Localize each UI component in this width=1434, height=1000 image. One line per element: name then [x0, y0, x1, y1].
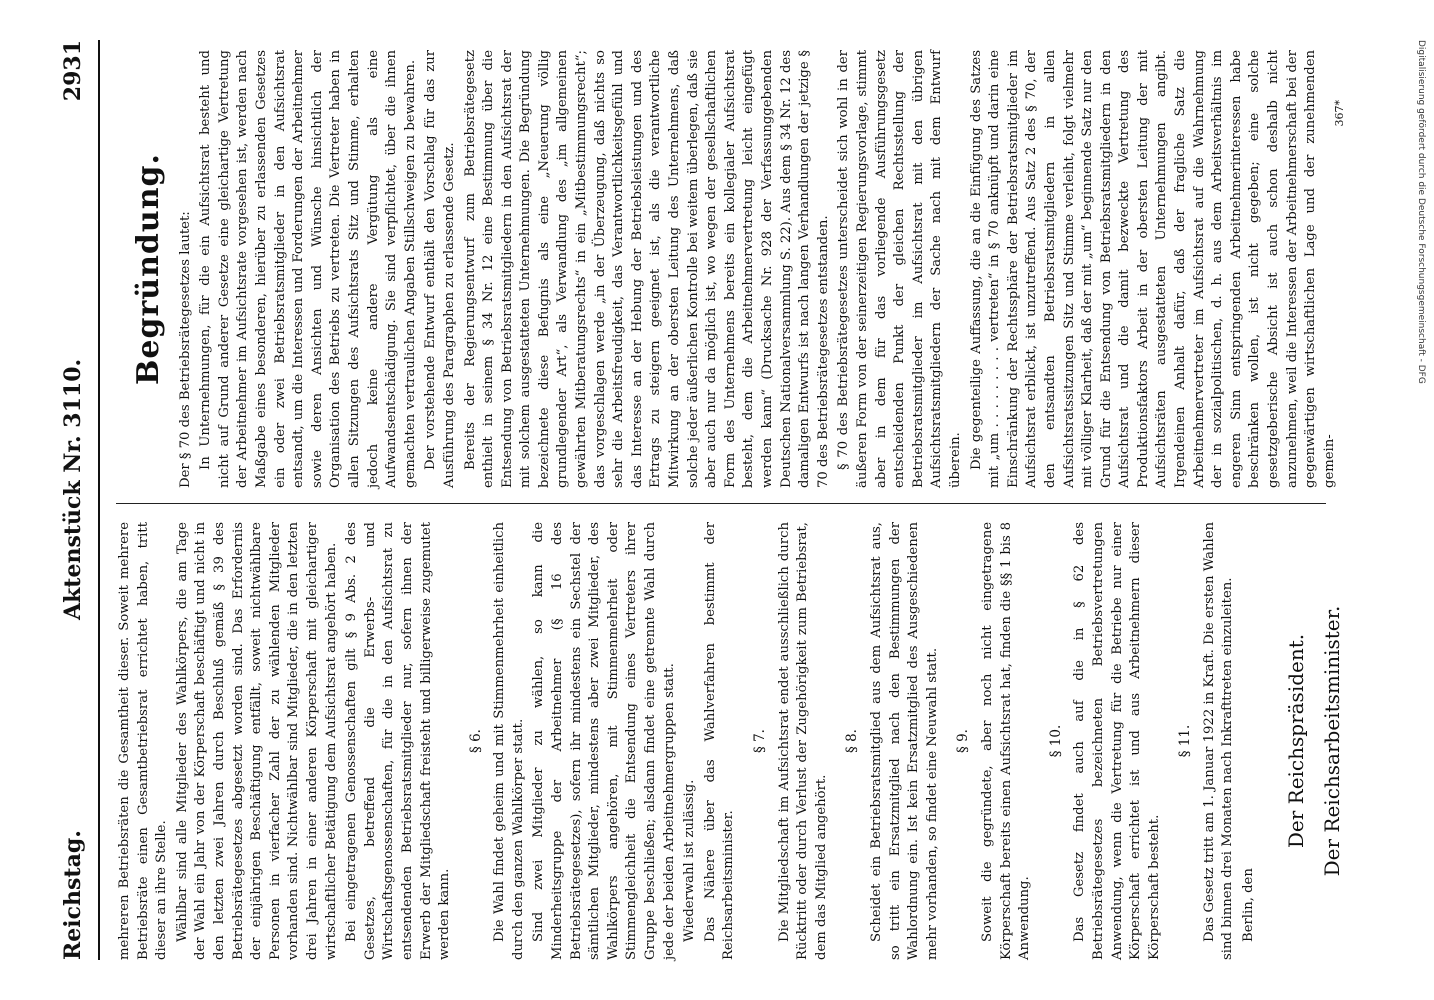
- paragraph: § 70 des Betriebsrätegesetzes unterscheidet sich wohl in der äußeren Form von der seinerzeitigen Regierungsvorlage, stimmt aber in dem für das vorliegende Ausführungsgesetz entscheidenden Punkt der gleichen Rechtsstellung der Betriebsratsmitglieder im Aufsichtsrat mit den übrigen Aufsichtsratsmitgliedern der Sache nach mit dem Entwurf überein.: [836, 50, 963, 488]
- section-heading: § 10.: [1047, 724, 1064, 758]
- section-heading: § 8.: [844, 729, 861, 753]
- paragraph: Wählbar sind alle Mitglieder des Wahlkörpers, die am Tage der Wahl ein Jahr von der Körperschaft beschäftigt und nicht in den letzten zwei Jahren durch Beschluß gemäß § 39 des Betriebsrätegesetzes abgesetzt worden sind. Das Erfordernis der einjährigen Beschäftigung entfällt, soweit nichtwählbare Personen in vierfacher Zahl der zu wählenden Mitglieder vorhanden sind. Nichtwählbar sind Mitglieder, die in den letzten drei Jahren in einer anderen Körperschaft mit gleichartiger wirtschaftlicher Betätigung dem Aufsichtsrat angehört haben.: [174, 522, 339, 960]
- paragraph: Sind zwei Mitglieder zu wählen, so kann die Minderheitsgruppe der Arbeitnehmer (§ 16 des Betriebsrätegesetzes), sofern ihr mindestens ein Sechstel der sämtlichen Mitglieder, mindestens aber zwei Mitglieder, des Wahlkörpers angehören, mit Stimmenmehrheit oder Stimmengleichheit die Entsendung eines Vertreters ihrer Gruppe beschließen; alsdann findet eine getrennte Wahl durch jede der beiden Arbeitnehmergruppen statt.: [531, 522, 677, 960]
- paragraph: Die Mitgliedschaft im Aufsichtsrat endet ausschließlich durch Rücktritt oder durch Verlust der Zugehörigkeit zum Betriebsrat, dem das Mitglied angehört.: [776, 522, 829, 960]
- digitization-note: [1412, 40, 1428, 960]
- paragraph: Scheidet ein Betriebsratsmitglied aus dem Aufsichtsrat aus, so tritt ein Ersatzmitglied nach den Bestimmungen der Wahlordnung ein. Ist kein Ersatzmitglied des Ausgeschiedenen mehr vorhanden, so findet eine Neuwahl statt.: [868, 522, 940, 960]
- header-left: Reichstag.: [60, 830, 86, 960]
- header-center: Aktenstück Nr. 3110.: [60, 358, 86, 620]
- section-heading: § 9.: [955, 729, 972, 753]
- paragraph: Soweit die gegründete, aber noch nicht eingetragene Körperschaft bereits einen Aufsichtsrat hat, finden die §§ 1 bis 8 Anwendung.: [979, 522, 1033, 960]
- signature-president: Der Reichspräsident.: [1283, 633, 1308, 849]
- paragraph: Der § 70 des Betriebsrätegesetzes lautet:: [177, 211, 193, 488]
- left-column: [116, 522, 1345, 960]
- paragraph: Die gegenteilige Auffassung, die an die Einfügung des Satzes mit „um . . . . . . . . . vertreten“ in § 70 anknüpft und darin eine Einschränkung der Rechtssphäre der Betriebsratsmitglieder im Aufsichtsrat erblickt, ist unzutreffend. Aus Satz 2 des § 70, der den entsandten Betriebsratsmitgliedern in allen Aufsichtsratssitzungen Sitz und Stimme verleiht, folgt vielmehr mit völliger Klarheit, daß der mit „um“ beginnende Satz nur den Grund für die Entsendung von Betriebsratsmitgliedern in den Aufsichtsrat und die damit bezweckte Vertretung des Produktionsfaktors Arbeit in der obersten Leitung der mit Aufsichtsräten ausgestatteten Unternehmungen angibt. Irgendeinen Anhalt dafür, daß der fragliche Satz die Arbeitnehmervertreter im Aufsichtsrat auf die Wahrnehmung der in sozialpolitischen, d. h. aus dem Arbeitsverhältnis im engeren Sinn entspringenden Arbeitnehmerinteressen habe beschränken wollen, ist nicht gegeben; eine solche gesetzgeberische Absicht ist auch schon deshalb nicht anzunehmen, weil die Interessen der Arbeitnehmerschaft bei der gegenwärtigen wirtschaftlichen Lage und der zunehmenden gemein-: [968, 50, 1337, 488]
- right-column: [116, 50, 1341, 488]
- column-divider: [116, 503, 1326, 504]
- paragraph: Bei eingetragenen Genossenschaften gilt § 9 Abs. 2 des Gesetzes, betreffend die Erwerbs- und Wirtschaftsgenossenschaften, für die in den Aufsichtsrat zu entsendenden Betriebsratsmitglieder nur, sofern ihnen der Erwerb der Mitgliedschaft freisteht und billigerweise zugemutet werden kann.: [344, 522, 453, 960]
- paragraph: Wiederwahl ist zulässig.: [682, 779, 698, 942]
- page-header: [60, 40, 100, 960]
- section-heading: § 11.: [1177, 724, 1194, 758]
- paragraph: In Unternehmungen, für die ein Aufsichtsrat besteht und nicht auf Grund anderer Gesetze eine gleichartige Vertretung der Arbeitnehmer im Aufsichtsrate vorgesehen ist, werden nach Maßgabe eines besonderen, hierüber zu erlassenden Gesetzes ein oder zwei Betriebsratsmitglieder in den Aufsichtsrat entsandt, um die Interessen und Forderungen der Arbeitnehmer sowie deren Ansichten und Wünsche hinsichtlich der Organisation des Betriebs zu vertreten. Die Vertreter haben in allen Sitzungen des Aufsichtsrats Sitz und Stimme, erhalten jedoch keine andere Vergütung als eine Aufwandsentschädigung. Sie sind verpflichtet, über die ihnen gemachten vertraulichen Angaben Stillschweigen zu bewahren.: [198, 50, 418, 488]
- page-number: 2931: [60, 40, 86, 102]
- section-title: Begründung.: [131, 153, 166, 385]
- document-page: [40, 40, 1346, 960]
- paragraph: mehreren Betriebsräten die Gesamtheit dieser. Soweit mehrere Betriebsräte einen Gesamtbetriebsrat errichtet haben, tritt dieser an ihre Stelle.: [117, 522, 170, 960]
- section-heading: § 6.: [467, 729, 484, 753]
- header-rule: [98, 40, 100, 960]
- paragraph: Die Wahl findet geheim und mit Stimmenmehrheit einheitlich durch den ganzen Wahlkörper statt.: [492, 522, 526, 960]
- place-date: Berlin, den: [1241, 868, 1257, 942]
- signature-minister: Der Reichsarbeitsminister.: [1320, 605, 1345, 877]
- paragraph: Das Gesetz tritt am 1. Januar 1922 in Kraft. Die ersten Wahlen sind binnen drei Monaten nach Inkrafttreten einzuleiten.: [1201, 522, 1236, 960]
- paragraph: Das Nähere über das Wahlverfahren bestimmt der Reichsarbeitsminister.: [702, 522, 737, 960]
- digitization-note-text: Digitalisierung gefördert durch die Deutsche Forschungsgemeinschaft - DFG: [1416, 40, 1426, 384]
- section-heading: § 7.: [752, 729, 768, 753]
- sheet-number: 367*: [1333, 100, 1346, 127]
- paragraph: Bereits der Regierungsentwurf zum Betriebsrätegesetz enthielt in seinem § 34 Nr. 12 eine Bestimmung über die Entsendung von Betriebsratsmitgliedern in den Aufsichtsrat der mit solchem ausgestatteten Unternehmungen. Die Begründung bezeichnete diese Befugnis als eine „Neuerung völlig grundlegender Art“, als Verwandlung des „im allgemeinen gewährten Mitberatungsrechts“ in ein „Mitbestimmungsrecht“; das vorgeschlagen werde „in der Überzeugung, daß nichts so sehr die Arbeitsfreudigkeit, das Verantwortlichkeitsgefühl und das Interesse an der Hebung der Betriebsleistungen und des Ertrags zu steigern geeignet ist, als die verantwortliche Mitwirkung an der obersten Leitung des Unternehmens, daß solche jeder äußerlichen Kontrolle bei weitem überlegen, daß sie aber auch nur da möglich ist, wo wegen der gesellschaftlichen Form des Unternehmens bereits ein kollegialer Aufsichtsrat besteht, dem die Arbeitnehmervertretung leicht eingefügt werden kann“ (Drucksache Nr. 928 der Verfassunggebenden Deutschen Nationalversammlung S. 22). Aus dem § 34 Nr. 12 des damaligen Entwurfs ist nach langen Verhandlungen der jetzige § 70 des Betriebsrätegesetzes entstanden.: [462, 50, 831, 488]
- paragraph: Das Gesetz findet auch auf die in § 62 des Betriebsrätegesetzes bezeichneten Betriebsvertretungen Anwendung, wenn die Vertretung für die Betriebe nur einer Körperschaft errichtet ist und aus Arbeitnehmern dieser Körperschaft besteht.: [1072, 522, 1162, 960]
- paragraph: Der vorstehende Entwurf enthält den Vorschlag für das zur Ausführung des Paragraphen zu erlassende Gesetz.: [423, 50, 457, 488]
